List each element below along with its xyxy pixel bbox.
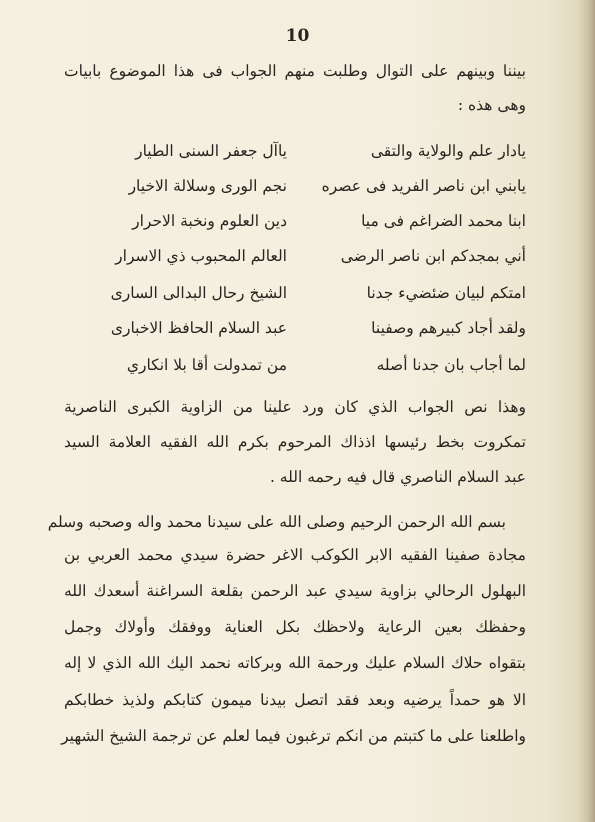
body-line: عبد السلام الناصري قال فيه رحمه الله . (269, 468, 526, 486)
body-line: وهذا نص الجواب الذي كان ورد علينا من الزاوية الكبرى الناصرية (64, 398, 526, 416)
letter-line: بتقواه حلاك السلام عليك ورحمة الله وبركاته نحمد اليك الله الذي لا إله (64, 654, 526, 672)
verse-second-hemistich: الشيخ رحال البدالى السارى (110, 284, 287, 302)
intro-line: وهى هذه : (457, 96, 526, 114)
verse-second-hemistich: دين العلوم ونخبة الاحرار (132, 212, 287, 230)
page-edge-shadow (577, 0, 595, 822)
verse-first-hemistich: ابنا محمد الضراغم فى ميا (361, 212, 526, 230)
verse-first-hemistich: لما أجاب بان جدنا أصله (376, 356, 526, 374)
letter-line: بسم الله الرحمن الرحيم وصلى الله على سيدنا محمد واله وصحبه وسلم (47, 513, 506, 531)
verse-first-hemistich: أني بمجدكم ابن ناصر الرضى (340, 247, 526, 265)
letter-line: وحفظك بعين الرعاية ولاحظك بكل العناية ووفقك وأولاك وجمل (64, 618, 526, 636)
verse-first-hemistich: يادار علم والولاية والتقى (370, 142, 526, 160)
page-number: 10 (285, 26, 310, 46)
verse-second-hemistich: ياآل جعفر السنى الطيار (135, 142, 287, 160)
verse-second-hemistich: من تمدولت أقا بلا انكاري (126, 356, 287, 374)
verse-first-hemistich: يابني ابن ناصر الفريد فى عصره (321, 177, 526, 195)
verse-second-hemistich: نجم الورى وسلالة الاخيار (128, 177, 287, 195)
body-line: تمكروت بخط رئيسها اذذاك المرحوم بكرم الله الفقيه العلامة السيد (64, 433, 526, 451)
letter-line: مجادة صفينا الفقيه الابر الكوكب الاغر حضرة سيدي محمد العربي بن (64, 546, 526, 564)
letter-line: واطلعنا على ما كتبتم من انكم ترغبون فيما لعلم عن ترجمة الشيخ الشهير (61, 727, 526, 745)
verse-first-hemistich: امتكم لبيان ضئضيء جدنا (366, 284, 526, 302)
verse-second-hemistich: العالم المحبوب ذي الاسرار (115, 247, 287, 265)
verse-second-hemistich: عبد السلام الحافظ الاخبارى (110, 319, 287, 337)
letter-line: البهلول الرحالي بزاوية سيدي عبد الرحمن بقلعة السراغنة أسعدك الله (64, 582, 526, 600)
letter-line: الا هو حمداً يرضيه وبعد فقد اتصل بيدنا ميمون كتابكم ولذيذ خطابكم (64, 691, 526, 709)
verse-first-hemistich: ولقد أجاد كبيرهم وصفينا (371, 319, 526, 337)
intro-line: بيننا وبينهم على التوال وطلبت منهم الجواب فى هذا الموضوع بابيات (64, 62, 526, 80)
